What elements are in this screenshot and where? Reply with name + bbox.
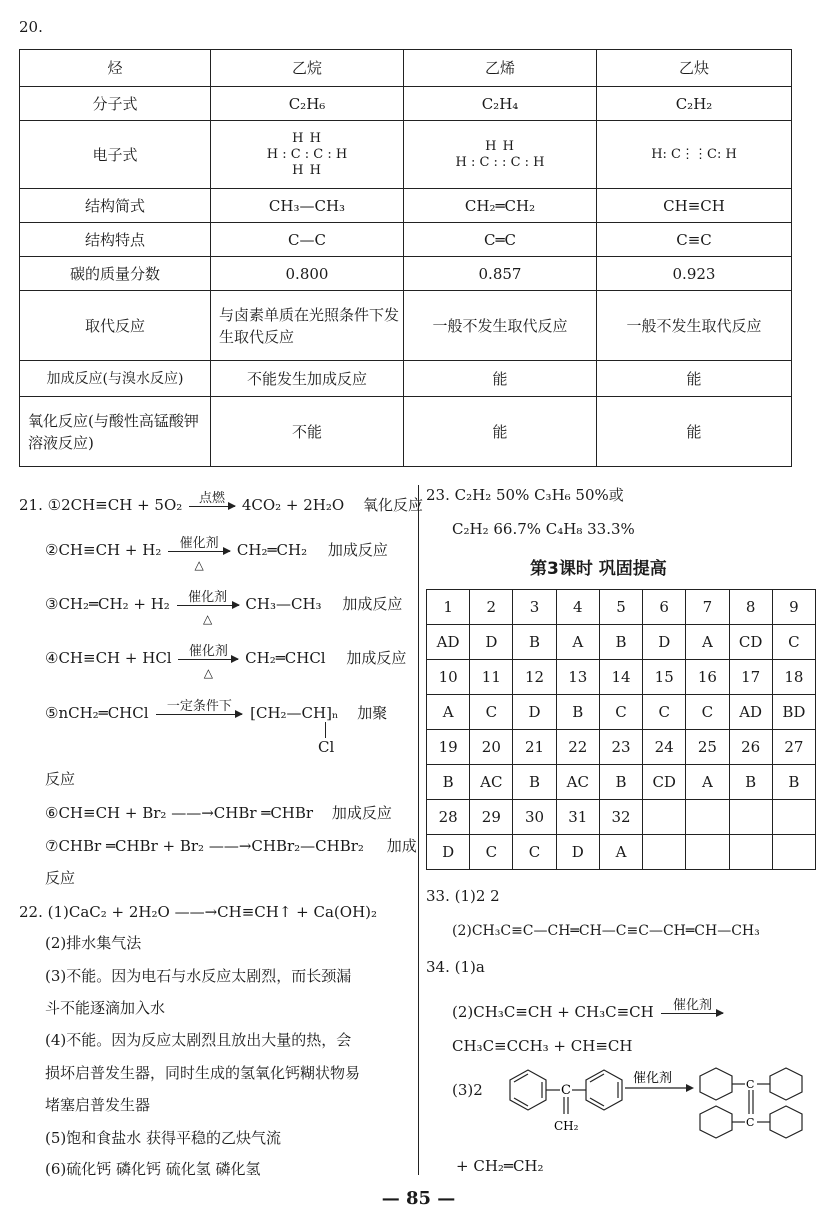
benzene-ring-left [510, 1070, 546, 1110]
question-number-cell: 20 [470, 730, 513, 765]
answer-cell: CD [729, 625, 772, 660]
question-number-cell: 19 [427, 730, 470, 765]
question-number-cell: 29 [470, 800, 513, 835]
q21-reaction-5-substituent: Cl [318, 738, 335, 756]
answer-cell: A [686, 765, 729, 800]
answer-cell: A [599, 835, 642, 870]
reaction-arrow: 催化剂 △ [177, 605, 239, 606]
electron-formula-ethyne: H: C⋮⋮C: H [597, 121, 792, 189]
answer-cell: B [427, 765, 470, 800]
answer-number-row [427, 660, 816, 695]
table-cell: C₂H₆ [211, 87, 404, 121]
electron-formula-ethene: H H H : C : : C : H [404, 121, 597, 189]
table-cell: 能 [404, 397, 597, 467]
question-number-cell: 28 [427, 800, 470, 835]
reaction-arrow: 催化剂 [661, 1013, 723, 1014]
question-number-cell: 26 [729, 730, 772, 765]
table-cell: 不能 [211, 397, 404, 467]
q33-line-1: 33. (1)2 2 [426, 887, 500, 905]
header-cell: 烃 [20, 50, 211, 87]
question-number-cell: 2 [470, 590, 513, 625]
q22-line-1: 22. (1)CaC₂ + 2H₂O ——→CH≡CH↑ + Ca(OH)₂ [19, 903, 378, 921]
table-cell: 不能发生加成反应 [211, 361, 404, 397]
q21-reaction-1: 21. ①2CH≡CH + 5O₂ 点燃 4CO₂ + 2H₂O 氧化反应 [19, 490, 423, 514]
table-cell: 与卤素单质在光照条件下发生取代反应 [211, 291, 404, 361]
question-number-cell: 7 [686, 590, 729, 625]
answer-value-row [427, 695, 816, 730]
answer-cell: C [686, 695, 729, 730]
page-number: — 85 — [381, 1188, 456, 1209]
question-number-cell [686, 800, 729, 835]
table-cell: 0.800 [211, 257, 404, 291]
answer-cell: A [686, 625, 729, 660]
table-cell: 能 [597, 361, 792, 397]
table-cell: C—C [211, 223, 404, 257]
answer-cell [772, 835, 815, 870]
table-cell: C₂H₂ [597, 87, 792, 121]
electron-formula-ethane: H H H : C : C : H H H [211, 121, 404, 189]
row-label: 分子式 [20, 87, 211, 121]
row-label: 氧化反应(与酸性高锰酸钾溶液反应) [20, 397, 211, 467]
answer-cell: B [599, 625, 642, 660]
q22-line-4: 斗不能逐滴加入水 [45, 999, 166, 1017]
question-number-cell: 18 [772, 660, 815, 695]
question-number-cell: 6 [643, 590, 686, 625]
table-cell: 一般不发生取代反应 [404, 291, 597, 361]
carbon-label: C [746, 1116, 755, 1129]
question-number-cell: 4 [556, 590, 599, 625]
table-row [20, 189, 792, 223]
answer-value-row [427, 625, 816, 660]
question-number-cell: 1 [427, 590, 470, 625]
answer-cell: D [556, 835, 599, 870]
q23-line-2: C₂H₂ 66.7% C₄H₈ 33.3% [452, 520, 635, 538]
table-row [20, 257, 792, 291]
q21-reaction-3: ③CH₂═CH₂ + H₂ 催化剂 △ CH₃—CH₃ 加成反应 [45, 589, 403, 626]
q21-reaction-5: ⑤nCH₂═CHCl 一定条件下 [CH₂—CH]ₙ 加聚 [45, 698, 388, 722]
q22-line-9: (6)硫化钙 磷化钙 硫化氢 磷化氢 [45, 1160, 261, 1178]
table-cell: 0.923 [597, 257, 792, 291]
table-cell: CH≡CH [597, 189, 792, 223]
table-row [20, 87, 792, 121]
answer-cell: D [470, 625, 513, 660]
question-number-cell: 9 [772, 590, 815, 625]
table-cell: C₂H₄ [404, 87, 597, 121]
answer-table [426, 589, 816, 870]
question-number-cell [643, 800, 686, 835]
reaction-arrow: 点燃 [189, 506, 235, 507]
table-row [20, 291, 792, 361]
question-number-cell: 12 [513, 660, 556, 695]
bond-line [325, 722, 326, 738]
answer-cell: C [643, 695, 686, 730]
benzene-ring-right [586, 1070, 622, 1110]
answer-cell: AC [556, 765, 599, 800]
answer-cell: C [599, 695, 642, 730]
answer-value-row [427, 765, 816, 800]
carbon-label: C [746, 1078, 755, 1091]
question-number-cell: 32 [599, 800, 642, 835]
q34-line-4-coef: (3)2 [452, 1081, 483, 1099]
answer-cell: CD [643, 765, 686, 800]
question-number-cell: 31 [556, 800, 599, 835]
row-label: 结构特点 [20, 223, 211, 257]
question-number-cell: 24 [643, 730, 686, 765]
table-cell: CH₃—CH₃ [211, 189, 404, 223]
answer-cell: BD [772, 695, 815, 730]
table-cell: 能 [597, 397, 792, 467]
q21-reaction-4: ④CH≡CH + HCl 催化剂 △ CH₂═CHCl 加成反应 [45, 643, 407, 680]
answer-cell: AC [470, 765, 513, 800]
table-header-row [20, 50, 792, 87]
q34-line-2: (2)CH₃C≡CH + CH₃C≡CH 催化剂 [452, 1002, 726, 1022]
q22-line-8: (5)饱和食盐水 获得平稳的乙炔气流 [45, 1129, 282, 1147]
reaction-arrow: 一定条件下 [156, 714, 242, 715]
answer-cell: C [470, 835, 513, 870]
diphenylethylene-reaction-diagram [490, 1062, 820, 1142]
answer-cell: B [556, 695, 599, 730]
row-label: 加成反应(与溴水反应) [20, 361, 211, 397]
question-number-cell: 11 [470, 660, 513, 695]
question-number-cell [772, 800, 815, 835]
table-row [20, 121, 792, 189]
table-row [20, 361, 792, 397]
question-number-cell [729, 800, 772, 835]
q34-line-5: + CH₂═CH₂ [456, 1157, 544, 1175]
answer-cell: AD [427, 625, 470, 660]
answer-number-row [427, 800, 816, 835]
ch2-label: CH₂ [554, 1119, 579, 1133]
hydrocarbon-comparison-table [19, 49, 792, 467]
table-cell: 能 [404, 361, 597, 397]
carbon-label: C [561, 1083, 571, 1098]
question-number-cell: 14 [599, 660, 642, 695]
question-number-cell: 30 [513, 800, 556, 835]
table-cell: 0.857 [404, 257, 597, 291]
q21-reaction-6: ⑥CH≡CH + Br₂ ——→CHBr ═CHBr 加成反应 [45, 804, 392, 822]
q22-line-2: (2)排水集气法 [45, 934, 142, 952]
q21-reaction-7: ⑦CHBr ═CHBr + Br₂ ——→CHBr₂—CHBr₂ 加成 [45, 837, 417, 855]
answer-cell: B [772, 765, 815, 800]
answer-cell: C [513, 835, 556, 870]
reaction-arrow: 催化剂 △ [168, 551, 230, 552]
q21-reaction-2: ②CH≡CH + H₂ 催化剂 △ CH₂═CH₂ 加成反应 [45, 535, 388, 572]
q21-reaction-7-type-cont: 反应 [45, 869, 76, 887]
question-number-cell: 23 [599, 730, 642, 765]
q20-number: 20. [19, 18, 43, 36]
answer-cell: D [427, 835, 470, 870]
answer-cell: C [772, 625, 815, 660]
answer-number-row [427, 730, 816, 765]
question-number-cell: 27 [772, 730, 815, 765]
question-number-cell: 5 [599, 590, 642, 625]
answer-value-row [427, 835, 816, 870]
question-number-cell: 13 [556, 660, 599, 695]
q21-reaction-5-type-cont: 反应 [45, 770, 76, 788]
table-row [20, 223, 792, 257]
answer-cell: C [470, 695, 513, 730]
arrow-head [686, 1084, 694, 1092]
row-label: 取代反应 [20, 291, 211, 361]
q22-line-5: (4)不能。因为反应太剧烈且放出大量的热，会 [45, 1031, 352, 1049]
table-cell: CH₂═CH₂ [404, 189, 597, 223]
header-cell: 乙炔 [597, 50, 792, 87]
answer-cell: D [513, 695, 556, 730]
answer-cell [643, 835, 686, 870]
table-cell: C═C [404, 223, 597, 257]
question-number-cell: 3 [513, 590, 556, 625]
row-label: 结构简式 [20, 189, 211, 223]
section-heading: 第3课时 巩固提高 [530, 559, 667, 579]
answer-cell [686, 835, 729, 870]
q22-line-3: (3)不能。因为电石与水反应太剧烈，而长颈漏 [45, 967, 352, 985]
answer-cell: A [427, 695, 470, 730]
q23-line-1: 23. C₂H₂ 50% C₃H₆ 50%或 [426, 486, 624, 504]
question-number-cell: 15 [643, 660, 686, 695]
q34-line-3: CH₃C≡CCH₃ + CH≡CH [452, 1037, 633, 1055]
answer-cell: D [643, 625, 686, 660]
question-number-cell: 21 [513, 730, 556, 765]
answer-cell: B [513, 625, 556, 660]
answer-cell: B [729, 765, 772, 800]
answer-cell: A [556, 625, 599, 660]
q34-line-1: 34. (1)a [426, 958, 485, 976]
question-number-cell: 10 [427, 660, 470, 695]
answer-number-row [427, 590, 816, 625]
question-number-cell: 25 [686, 730, 729, 765]
catalyst-label: 催化剂 [633, 1071, 673, 1086]
row-label: 碳的质量分数 [20, 257, 211, 291]
column-divider [418, 485, 419, 1175]
q22-line-6: 损坏启普发生器，同时生成的氢氧化钙糊状物易 [45, 1064, 361, 1082]
q33-line-2: (2)CH₃C≡C—CH═CH—C≡C—CH═CH—CH₃ [452, 923, 760, 939]
answer-cell: AD [729, 695, 772, 730]
answer-cell: B [599, 765, 642, 800]
table-cell: 一般不发生取代反应 [597, 291, 792, 361]
question-number-cell: 8 [729, 590, 772, 625]
question-number-cell: 22 [556, 730, 599, 765]
row-label: 电子式 [20, 121, 211, 189]
table-cell: C≡C [597, 223, 792, 257]
header-cell: 乙烷 [211, 50, 404, 87]
question-number-cell: 17 [729, 660, 772, 695]
question-number-cell: 16 [686, 660, 729, 695]
reaction-arrow: 催化剂 △ [178, 659, 238, 660]
answer-cell [729, 835, 772, 870]
header-cell: 乙烯 [404, 50, 597, 87]
q22-line-7: 堵塞启普发生器 [45, 1096, 151, 1114]
table-row [20, 397, 792, 467]
answer-cell: B [513, 765, 556, 800]
